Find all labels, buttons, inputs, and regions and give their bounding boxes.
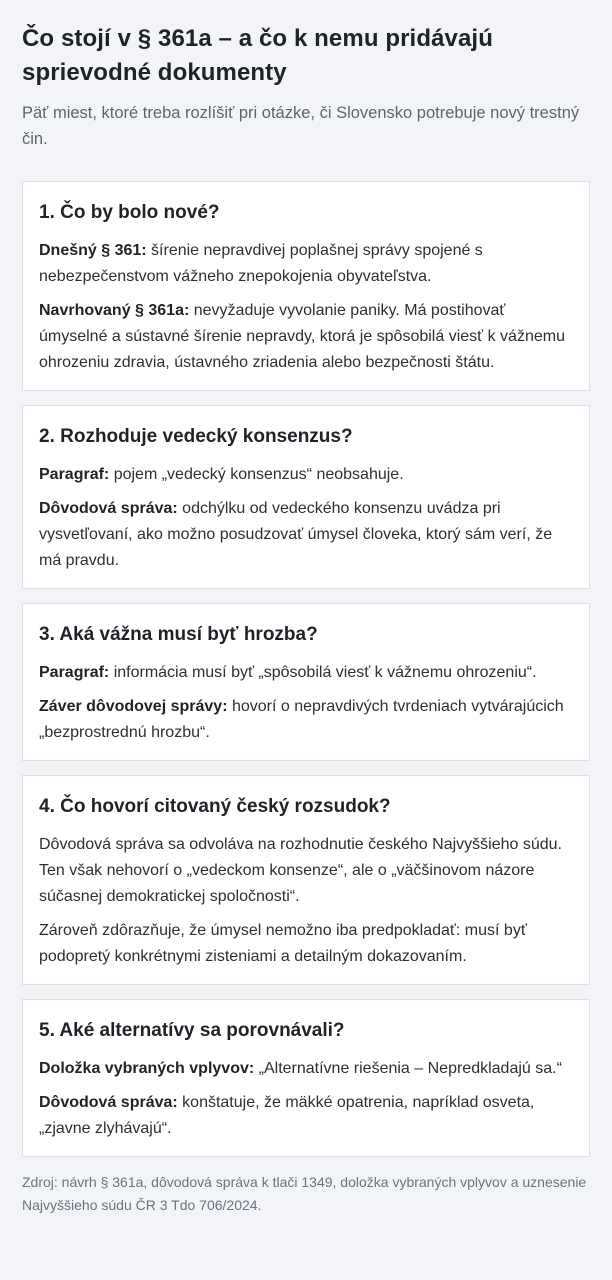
paragraph-text: šírenie nepravdivej poplašnej správy spojené s nebezpečenstvom vážneho znepokojenia obyvateľstva. (39, 242, 483, 285)
paragraph-label: Záver dôvodovej správy: (39, 698, 228, 715)
paragraph-text: Zároveň zdôrazňuje, že úmysel nemožno iba predpokladať: musí byť podopretý konkrétnymi zisteniami a detailným dokazovaním. (39, 922, 527, 965)
source-note: Zdroj: návrh § 361a, dôvodová správa k tlači 1349, doložka vybraných vplyvov a uznesenie Najvyššieho súdu ČR 3 Tdo 706/2024. (22, 1174, 587, 1213)
card-3 (22, 603, 590, 761)
card-paragraph (39, 1090, 573, 1142)
paragraph-text: odchýlku od vedeckého konsenzu uvádza pri vysvetľovaní, ako možno posudzovať úmysel človeka, ktorý sám verí, že má pravdu. (39, 500, 553, 569)
card-paragraph (39, 238, 573, 290)
paragraph-label: Navrhovaný § 361a: (39, 302, 190, 319)
card-2 (22, 405, 590, 589)
card-heading: 2. Rozhoduje vedecký konsenzus? (39, 426, 353, 447)
card-heading: 1. Čo by bolo nové? (39, 202, 220, 223)
card-paragraph (39, 694, 573, 746)
card-paragraph (39, 496, 573, 574)
page-title: Čo stojí v § 361a – a čo k nemu pridávajú sprievodné dokumenty (22, 25, 493, 86)
card-heading: 3. Aká vážna musí byť hrozba? (39, 624, 318, 645)
page-subtitle: Päť miest, ktoré treba rozlíšiť pri otázke, či Slovensko potrebuje nový trestný čin. (22, 104, 580, 148)
paragraph-text: nevyžaduje vyvolanie paniky. Má postihovať úmyselné a sústavné šírenie nepravdy, ktorá je spôsobilá viesť k vážnemu ohrozeniu zdravia, ústavného zriadenia alebo bezpečnosti štátu. (39, 302, 565, 371)
card-paragraph (39, 918, 573, 970)
card-paragraph (39, 298, 573, 376)
card-heading: 5. Aké alternatívy sa porovnávali? (39, 1020, 345, 1041)
card-paragraph (39, 462, 573, 488)
paragraph-text: pojem „vedecký konsenzus“ neobsahuje. (109, 466, 404, 483)
card-paragraph (39, 832, 573, 910)
paragraph-label: Dôvodová správa: (39, 500, 178, 517)
paragraph-label: Dnešný § 361: (39, 242, 147, 259)
paragraph-text: „Alternatívne riešenia – Nepredkladajú sa.“ (254, 1060, 562, 1077)
card-4 (22, 775, 590, 985)
paragraph-label: Paragraf: (39, 466, 110, 483)
card-1 (22, 181, 590, 391)
paragraph-text: hovorí o nepravdivých tvrdeniach vytvárajúcich „bezprostrednú hrozbu“. (39, 698, 564, 741)
card-5 (22, 999, 590, 1157)
paragraph-text: informácia musí byť „spôsobilá viesť k vážnemu ohrozeniu“. (109, 664, 537, 681)
paragraph-label: Dôvodová správa: (39, 1094, 178, 1111)
card-paragraph (39, 660, 573, 686)
paragraph-label: Paragraf: (39, 664, 110, 681)
card-list (22, 181, 590, 1157)
paragraph-text: Dôvodová správa sa odvoláva na rozhodnutie českého Najvyššieho súdu. Ten však nehovorí o „vedeckom konsenze“, ale o „väčšinovom názore súčasnej demokratickej spoločnosti“. (39, 836, 562, 905)
card-paragraph (39, 1056, 573, 1082)
card-heading: 4. Čo hovorí citovaný český rozsudok? (39, 796, 391, 817)
paragraph-label: Doložka vybraných vplyvov: (39, 1060, 255, 1077)
paragraph-text: konštatuje, že mäkké opatrenia, napríklad osveta, „zjavne zlyhávajú“. (39, 1094, 535, 1137)
